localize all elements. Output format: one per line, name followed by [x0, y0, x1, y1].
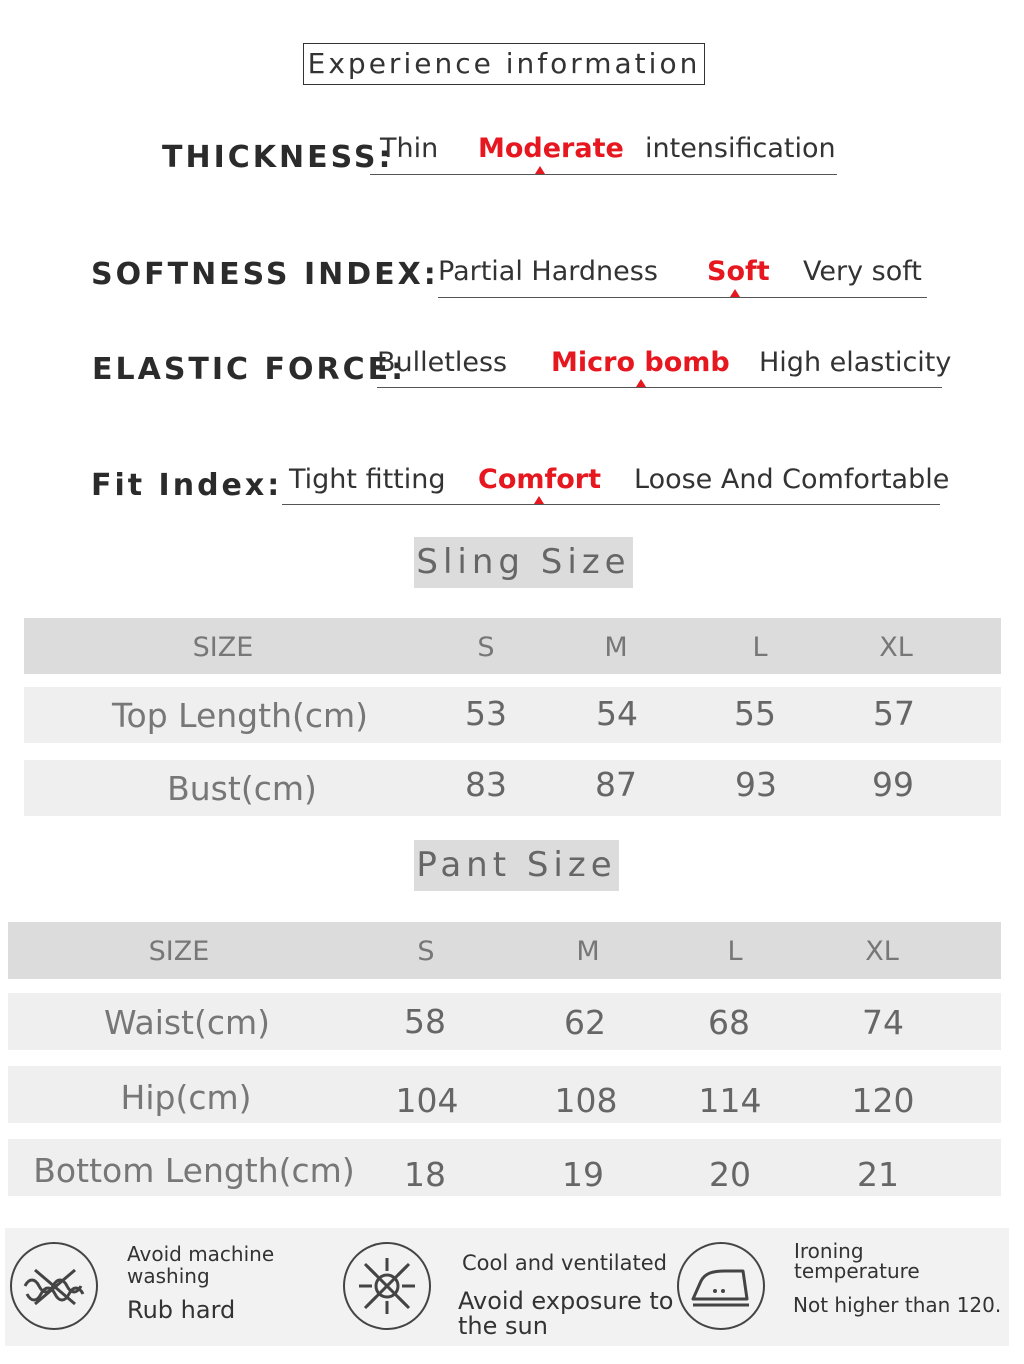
sling-size-title: Sling Size — [414, 537, 633, 588]
fit-option-tight: Tight fitting — [289, 464, 446, 495]
elastic-marker-icon — [636, 379, 646, 387]
table-cell: 104 — [395, 1081, 459, 1120]
table-cell: 57 — [873, 694, 915, 733]
table-cell: 120 — [851, 1081, 915, 1120]
table-row — [24, 687, 1001, 743]
table-cell: 19 — [562, 1155, 604, 1194]
softness-marker-icon — [730, 289, 740, 297]
care-text-2-line1: Cool and ventilated — [462, 1251, 667, 1275]
thickness-label: THICKNESS: — [162, 140, 394, 175]
iron-icon — [677, 1242, 765, 1330]
table-cell: 55 — [734, 694, 776, 733]
elastic-label: ELASTIC FORCE: — [92, 352, 407, 387]
thickness-scale-line — [370, 174, 837, 175]
sling-row-label: Bust(cm) — [167, 769, 317, 808]
table-cell: 53 — [465, 694, 507, 733]
softness-label: SOFTNESS INDEX: — [91, 257, 439, 292]
care-text-1-line2: washing — [127, 1264, 210, 1288]
thickness-marker-icon — [535, 166, 545, 174]
care-text-3-line1: Ironing — [794, 1239, 864, 1263]
pant-row-label: Bottom Length(cm) — [33, 1151, 355, 1190]
thickness-option-intensification: intensification — [645, 133, 836, 164]
experience-title: Experience information — [303, 43, 705, 85]
pant-size-title: Pant Size — [414, 840, 619, 891]
thickness-option-moderate: Moderate — [478, 133, 624, 164]
table-cell: 87 — [595, 765, 637, 804]
care-text-1-line1: Avoid machine — [127, 1242, 275, 1266]
sling-header-s: S — [477, 632, 495, 663]
pant-header-m: M — [576, 936, 600, 967]
pant-header-s: S — [417, 936, 435, 967]
thickness-option-thin: Thin — [380, 133, 439, 164]
care-text-2-big2: the sun — [458, 1312, 548, 1340]
sling-header-xl: XL — [879, 632, 913, 663]
softness-scale-line — [438, 297, 927, 298]
table-cell: 58 — [404, 1002, 446, 1041]
sling-header-size: SIZE — [192, 632, 254, 663]
table-cell: 93 — [735, 765, 777, 804]
table-cell: 54 — [596, 694, 638, 733]
fit-option-comfort: Comfort — [478, 464, 602, 495]
softness-option-very-soft: Very soft — [803, 256, 922, 287]
table-cell: 114 — [698, 1081, 762, 1120]
fit-option-loose: Loose And Comfortable — [634, 464, 950, 495]
pant-row-label: Hip(cm) — [120, 1078, 252, 1117]
elastic-option-bulletless: Bulletless — [377, 347, 508, 378]
sling-header-l: L — [752, 632, 768, 663]
table-cell: 62 — [564, 1003, 606, 1042]
table-cell: 108 — [554, 1081, 618, 1120]
fit-scale-line — [282, 504, 940, 505]
table-cell: 99 — [872, 765, 914, 804]
pant-header-row — [8, 922, 1001, 979]
table-cell: 74 — [862, 1003, 904, 1042]
care-text-3-note: Not higher than 120. — [793, 1293, 1002, 1317]
elastic-option-micro-bomb: Micro bomb — [551, 347, 730, 378]
table-row — [8, 993, 1001, 1050]
sun-icon — [343, 1242, 431, 1330]
table-cell: 20 — [709, 1155, 751, 1194]
care-instructions — [5, 1228, 1009, 1346]
softness-option-partial-hardness: Partial Hardness — [438, 256, 658, 287]
elastic-option-high-elasticity: High elasticity — [759, 347, 952, 378]
table-cell: 18 — [404, 1155, 446, 1194]
table-cell: 68 — [708, 1003, 750, 1042]
table-row — [24, 760, 1001, 816]
elastic-scale-line — [377, 387, 942, 388]
table-cell: 21 — [857, 1155, 899, 1194]
fit-marker-icon — [534, 496, 544, 504]
table-row — [8, 1139, 1001, 1196]
care-text-3-line2: temperature — [794, 1259, 920, 1283]
softness-option-soft: Soft — [707, 256, 770, 287]
pant-header-l: L — [727, 936, 743, 967]
pant-header-xl: XL — [865, 936, 899, 967]
table-cell: 83 — [465, 765, 507, 804]
sling-header-m: M — [604, 632, 628, 663]
fit-index-label: Fit Index: — [91, 468, 283, 503]
care-text-2-big1: Avoid exposure to — [458, 1287, 674, 1315]
no-washing-icon — [10, 1242, 98, 1330]
sling-header-row — [24, 618, 1001, 674]
care-text-1-big: Rub hard — [127, 1296, 236, 1324]
pant-row-label: Waist(cm) — [103, 1003, 271, 1042]
table-row — [8, 1066, 1001, 1123]
sling-row-label: Top Length(cm) — [111, 696, 369, 735]
pant-header-size: SIZE — [148, 936, 210, 967]
